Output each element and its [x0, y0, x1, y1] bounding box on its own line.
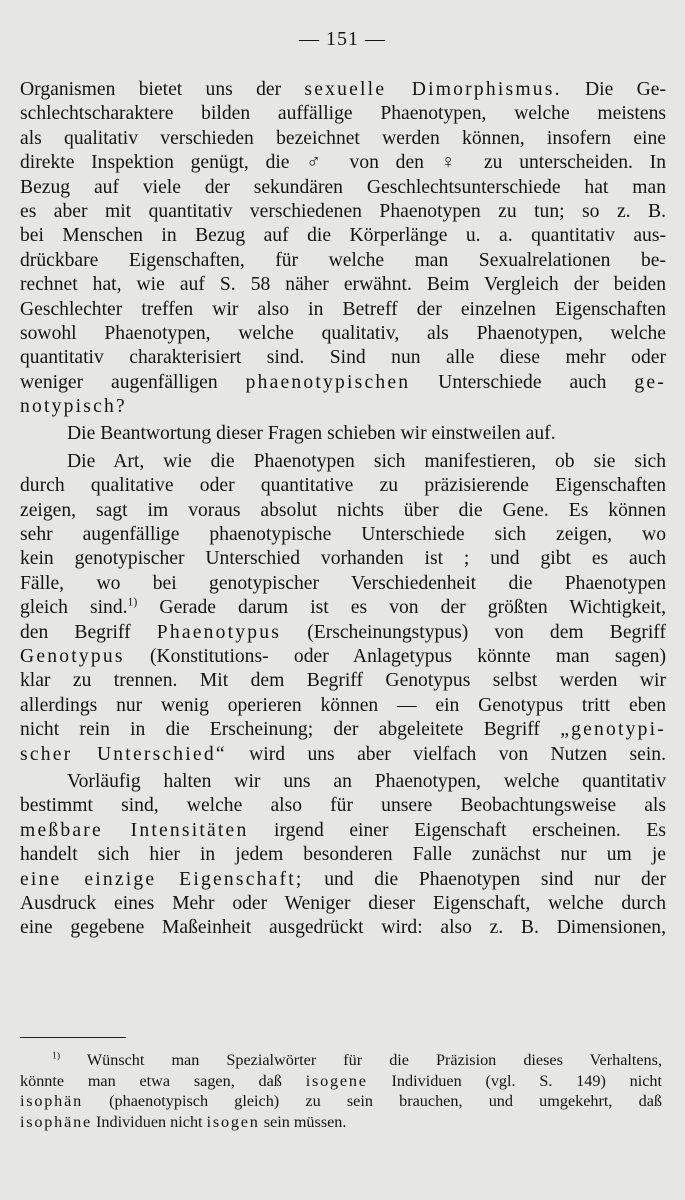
text-line: handelt sich hier in jedem besonderen Falle zunächst nur um je	[20, 844, 666, 866]
text-line: schlechtscharaktere bilden auffällige Phaenotypen, welche meistens	[20, 103, 666, 125]
text-line: Die Art, wie die Phaenotypen sich manifestieren, ob sie sich	[67, 450, 666, 472]
text-line: Fälle, wo bei genotypischer Verschiedenheit die Phaenotypen	[20, 572, 666, 594]
text-line: bestimmt sind, welche also für unsere Beobachtungsweise als	[20, 795, 666, 817]
spaced-term: isophäne	[20, 1112, 92, 1131]
paragraph-1	[20, 78, 666, 419]
text-line: eine gegebene Maßeinheit ausgedrückt wird: also z. B. Dimensionen,	[20, 917, 666, 939]
text-line: kein genotypischer Unterschied vorhanden ist ; und gibt es auch	[20, 548, 666, 570]
text-line: als qualitativ verschieden bezeichnet werden können, insofern eine	[20, 127, 666, 149]
text-line: Geschlechter treffen wir also in Betreff der einzelnen Eigenschaften	[20, 298, 666, 320]
text-line: den Begriff Phaenotypus (Erscheinungstypus) von dem Begriff	[20, 621, 666, 643]
body-text	[20, 78, 666, 941]
text-line: allerdings nur wenig operieren können — ein Genotypus tritt eben	[20, 694, 666, 716]
paragraph-3	[20, 450, 666, 767]
footnote-line: $^{1)}$ Wünscht man Spezialwörter für die Präzision dieses Verhaltens,	[52, 1050, 662, 1069]
footnote	[20, 1050, 662, 1132]
footnote-reference: 1)	[127, 595, 138, 609]
footnote-divider	[20, 1037, 126, 1038]
text-line: nicht rein in die Erscheinung; der abgeleitete Begriff „genotypi-	[20, 719, 666, 741]
paragraph-4	[20, 770, 666, 941]
text-line: scher Unterschied“ wird uns aber vielfach von Nutzen sein.	[20, 743, 666, 765]
text-line: Die Beantwortung dieser Fragen schieben wir einstweilen auf.	[67, 423, 556, 445]
text-line: drückbare Eigenschaften, für welche man Sexualrelationen be-	[20, 249, 666, 271]
spaced-term: eine einzige Eigenschaft;	[20, 868, 304, 890]
spaced-term: „genotypi-	[560, 719, 666, 741]
spaced-term: Phaenotypus	[156, 621, 282, 643]
text-line: klar zu trennen. Mit dem Begriff Genotypus selbst werden wir	[20, 670, 666, 692]
text-line: rechnet hat, wie auf S. 58 näher erwähnt. Beim Vergleich der beiden	[20, 274, 666, 296]
footnote-line: könnte man etwa sagen, daß isogene Individuen (vgl. S. 149) nicht	[20, 1071, 663, 1090]
text-line: Vorläufig halten wir uns an Phaenotypen, welche quantitativ	[67, 770, 666, 792]
text-line: Bezug auf viele der sekundären Geschlechtsunterschiede hat man	[20, 176, 666, 198]
text-line: zeigen, sagt im voraus absolut nichts über die Gene. Es können	[20, 499, 666, 521]
spaced-term: isogene	[305, 1071, 368, 1090]
spaced-term: sexuelle Dimorphismus.	[304, 79, 562, 100]
text-line: sehr augenfällige phaenotypische Unterschiede sich zeigen, wo	[20, 524, 666, 546]
spaced-term: phaenotypischen	[245, 371, 411, 393]
spaced-term: meßbare Intensitäten	[20, 819, 249, 841]
text-line: es aber mit quantitativ verschiedenen Phaenotypen zu tun; so z. B.	[20, 200, 666, 222]
footnote-line: isophän (phaenotypisch gleich) zu sein brauchen, und umgekehrt, daß	[20, 1092, 662, 1110]
spaced-term: ge-	[634, 371, 666, 393]
text-line: eine einzige Eigenschaft; und die Phaenotypen sind nur der	[20, 868, 666, 890]
text-line: sowohl Phaenotypen, welche qualitativ, als Phaenotypen, welche	[20, 322, 666, 344]
text-line: gleich sind.$^{1)}$ Gerade darum ist es von der größten Wichtigkeit,	[20, 595, 666, 619]
paragraph-2	[20, 422, 666, 446]
footnote-line: isophäne Individuen nicht isogen sein müssen.	[20, 1112, 347, 1131]
text-line: bei Menschen in Bezug auf die Körperlänge u. a. quantitativ aus-	[20, 225, 666, 247]
spaced-term: isogen	[206, 1112, 260, 1131]
text-line: meßbare Intensitäten irgend einer Eigenschaft erscheinen. Es	[20, 819, 666, 841]
text-line: quantitativ charakterisiert sind. Sind nun alle diese mehr oder	[20, 347, 666, 369]
footnote-marker: 1)	[52, 1050, 61, 1062]
text-line: Ausdruck eines Mehr oder Weniger dieser Eigenschaft, welche durch	[20, 892, 666, 914]
text-line: durch qualitative oder quantitative zu präzisierende Eigenschaften	[20, 475, 666, 497]
text-line: weniger augenfälligen phaenotypischen Unterschiede auch ge-	[20, 371, 666, 393]
text-line: direkte Inspektion genügt, die ♂ von den ♀ zu unterscheiden. In	[20, 152, 666, 174]
text-line: Genotypus (Konstitutions- oder Anlagetypus könnte man sagen)	[20, 645, 666, 667]
spaced-term: Genotypus	[20, 645, 125, 667]
page-number: — 151 —	[299, 28, 386, 50]
spaced-term: scher Unterschied“	[20, 743, 227, 765]
text-line: Organismen bietet uns der sexuelle Dimorphismus. Die Ge-	[20, 79, 666, 100]
text-line: notypisch?	[20, 396, 127, 418]
spaced-term: isophän	[20, 1092, 83, 1110]
